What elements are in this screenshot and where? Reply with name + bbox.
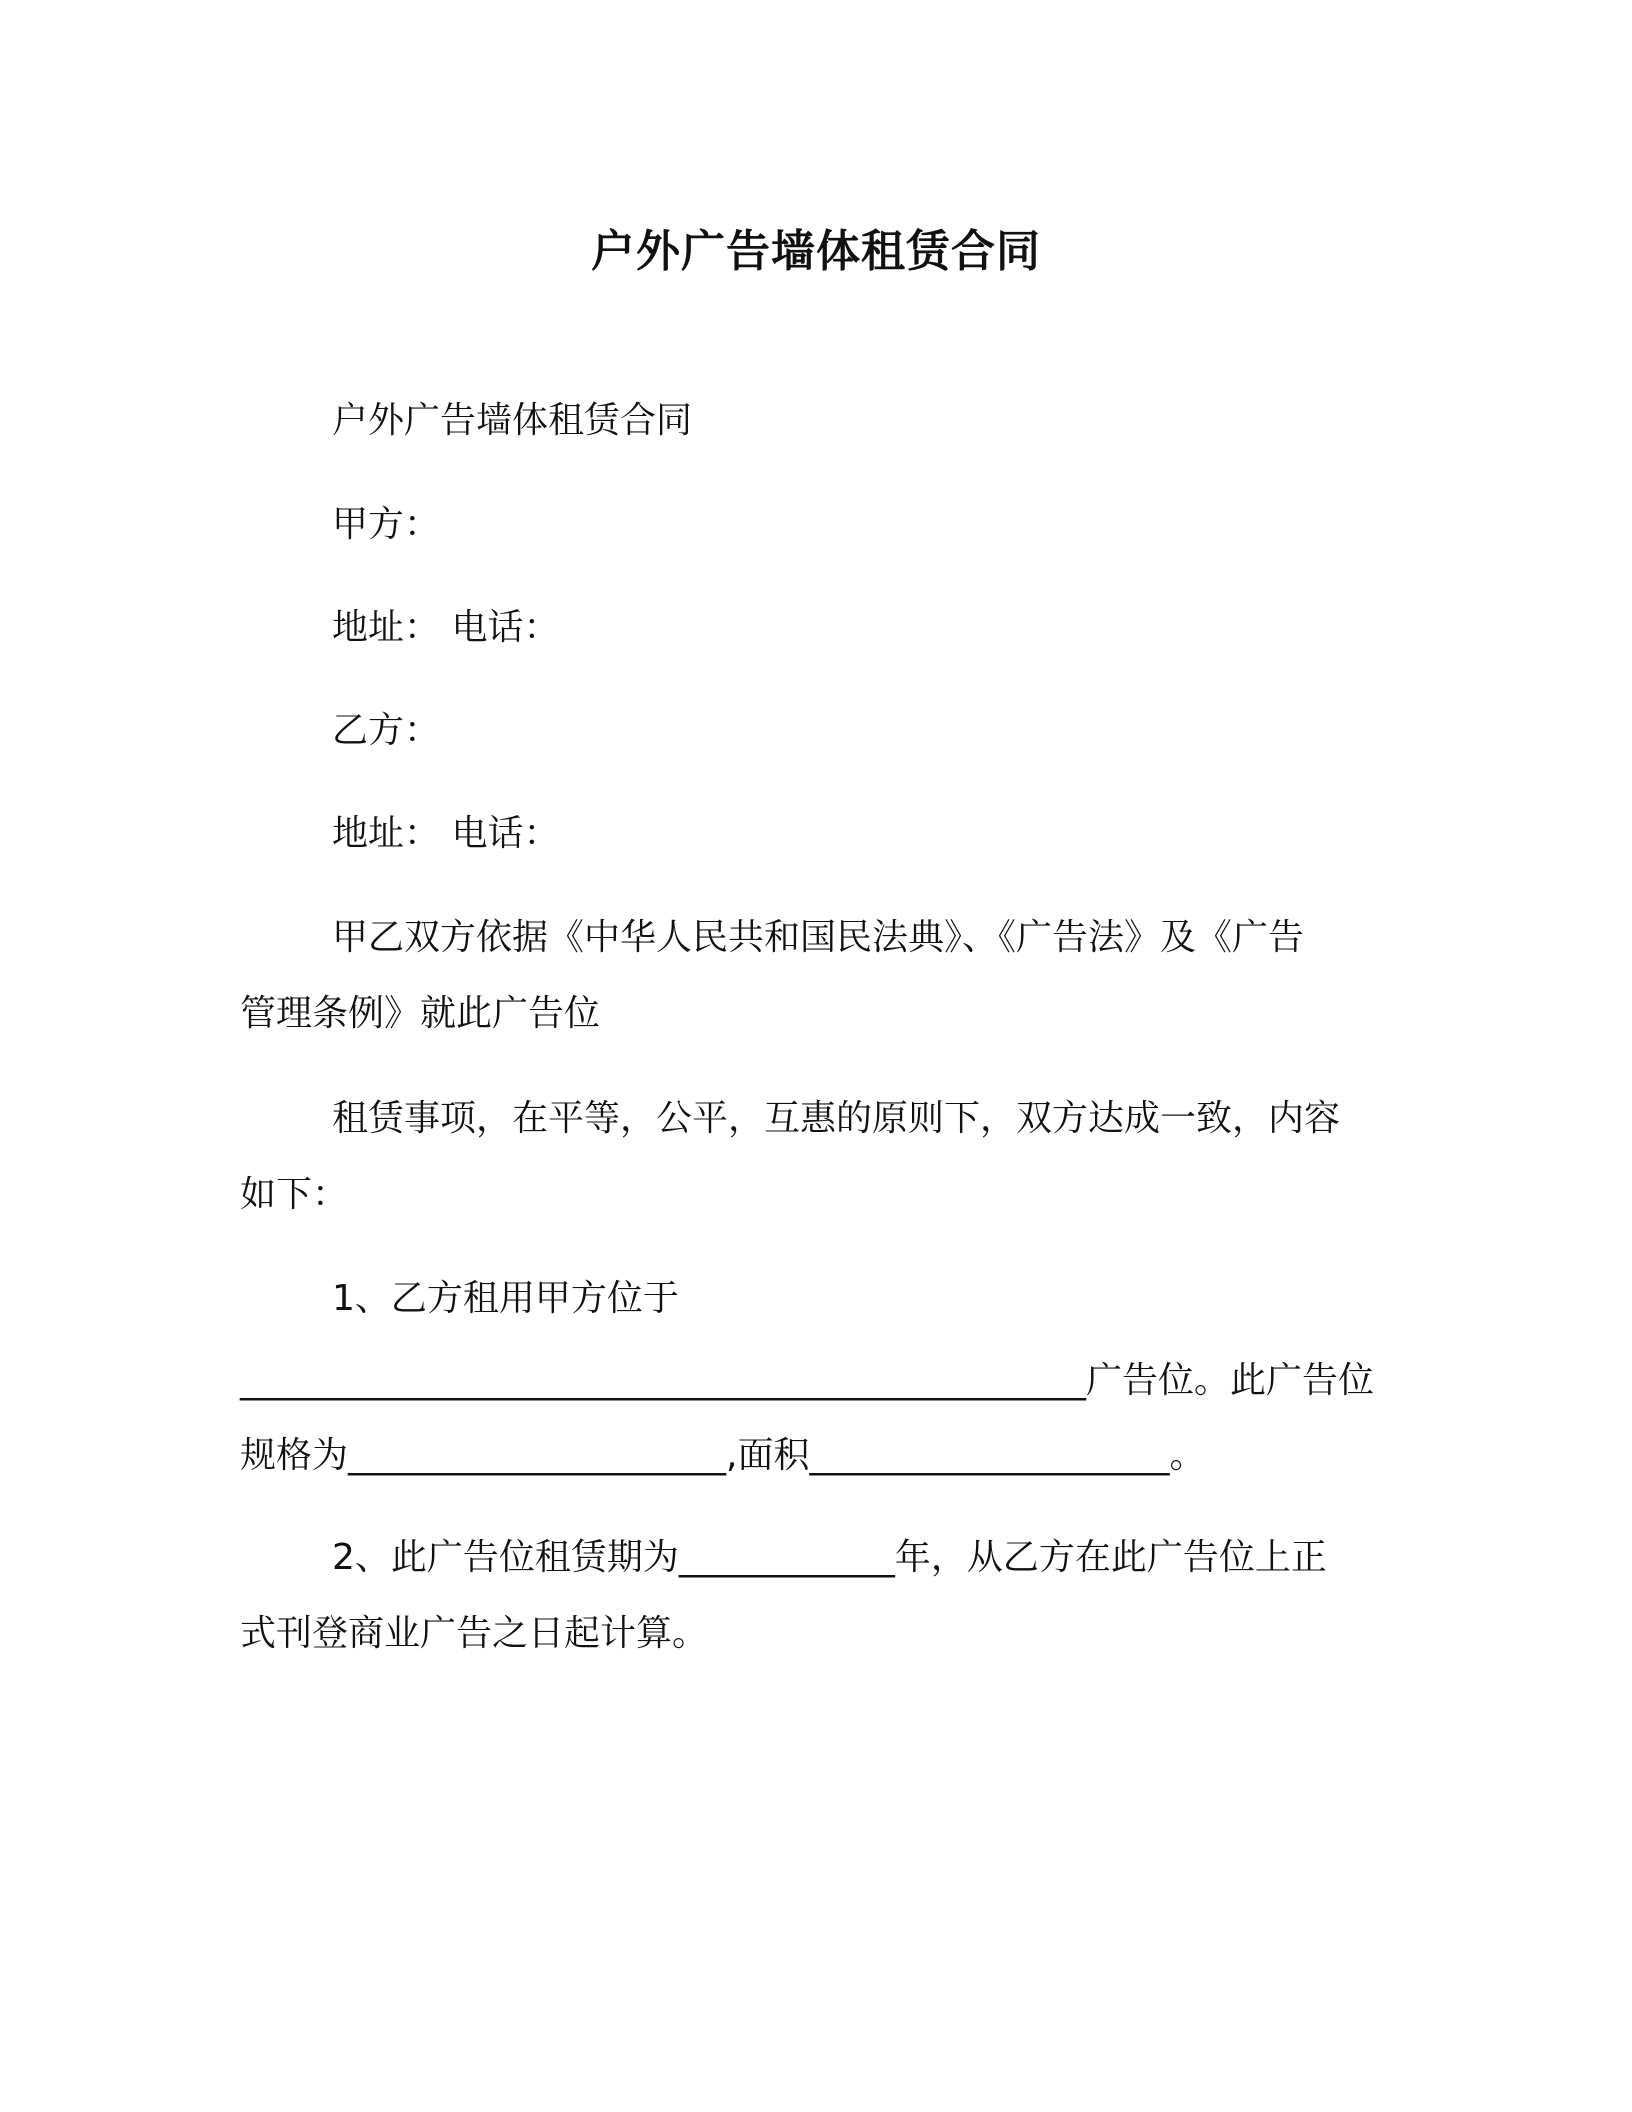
clause-2-line-1: 2、此广告位租赁期为____________年，从乙方在此广告位上正 — [332, 1537, 1327, 1578]
legal-basis-line-1: 甲乙双方依据《中华人民共和国民法典》、《广告法》及《广告 — [332, 917, 1305, 958]
document-title: 户外广告墙体租赁合同 — [591, 226, 1041, 277]
clause-1-line-3: 规格为_____________________,面积____________________。 — [240, 1435, 1206, 1476]
legal-basis-line-2: 管理条例》就此广告位 — [240, 993, 601, 1034]
principle-line-2: 如下： — [240, 1174, 349, 1215]
clause-1-line-2: _______________________________________________广告位。此广告位 — [240, 1360, 1375, 1401]
party-a-label: 甲方： — [332, 504, 441, 545]
party-b-address-phone: 地址： 电话： — [332, 813, 560, 854]
party-a-address-phone: 地址： 电话： — [332, 607, 560, 648]
contract-heading: 户外广告墙体租赁合同 — [332, 400, 693, 441]
party-b-label: 乙方： — [332, 710, 441, 751]
clause-2-line-2: 式刊登商业广告之日起计算。 — [240, 1613, 709, 1654]
clause-1-line-1: 1、乙方租用甲方位于 — [332, 1278, 679, 1319]
principle-line-1: 租赁事项，在平等，公平，互惠的原则下，双方达成一致，内容 — [332, 1098, 1341, 1139]
